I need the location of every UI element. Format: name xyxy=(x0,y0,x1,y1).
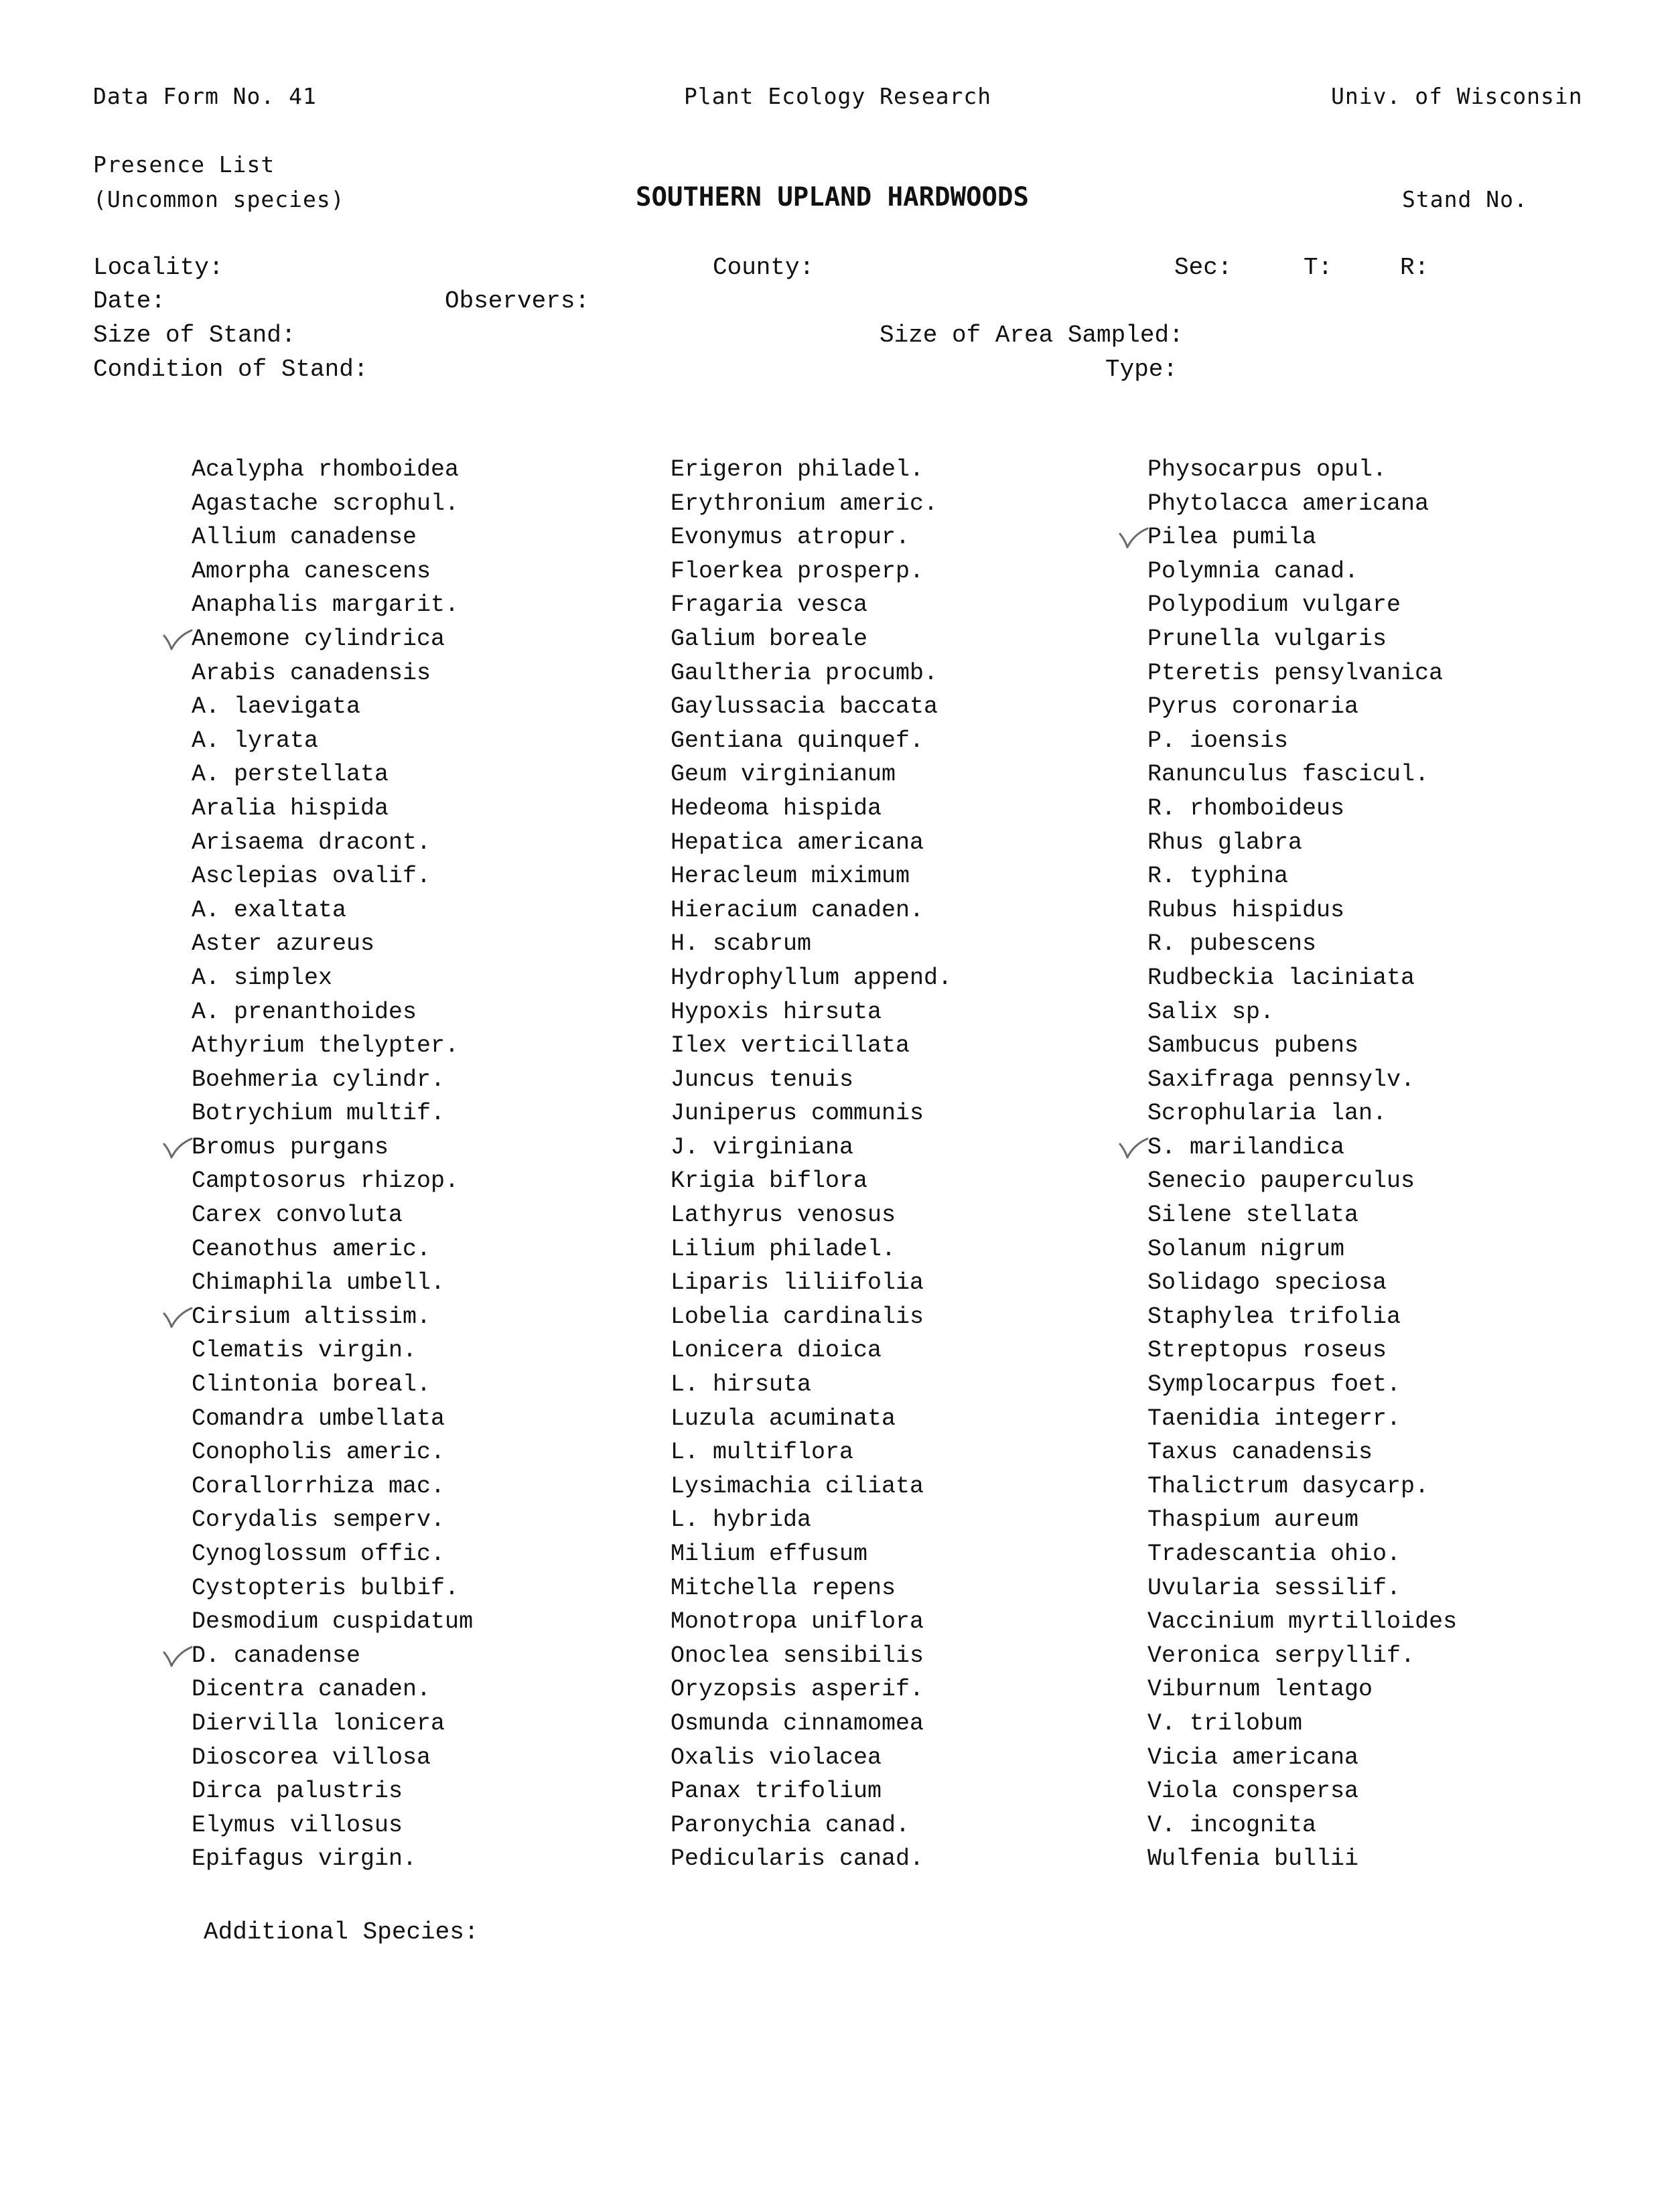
species-item xyxy=(1147,1605,1457,1639)
species-item xyxy=(192,826,473,860)
species-name: A. prenanthoides xyxy=(192,998,417,1026)
species-item xyxy=(1147,1470,1457,1504)
species-item xyxy=(671,1131,952,1165)
species-name: Tradescantia ohio. xyxy=(1147,1541,1401,1567)
species-item xyxy=(671,555,952,589)
species-name: Evonymus atropur. xyxy=(671,524,910,551)
species-name: Thaspium aureum xyxy=(1147,1506,1359,1534)
species-name: S. marilandica xyxy=(1147,1133,1345,1161)
species-item xyxy=(671,1537,952,1571)
species-name: Geum virginianum xyxy=(671,761,896,788)
species-item xyxy=(192,1131,473,1165)
species-column-2 xyxy=(671,453,952,1876)
size-of-stand-label: Size of Stand: xyxy=(93,322,296,349)
species-item xyxy=(1147,487,1457,521)
additional-species-label: Additional Species: xyxy=(204,1918,479,1946)
species-name: Arabis canadensis xyxy=(192,659,431,687)
species-name: Boehmeria cylindr. xyxy=(192,1066,445,1093)
species-item xyxy=(192,1503,473,1537)
species-name: Polypodium vulgare xyxy=(1147,591,1401,619)
species-name: Corydalis semperv. xyxy=(192,1506,445,1534)
species-name: R. rhomboideus xyxy=(1147,794,1345,822)
species-item xyxy=(671,826,952,860)
species-item xyxy=(671,995,952,1030)
species-item xyxy=(1147,859,1457,894)
species-item xyxy=(192,1232,473,1267)
species-item xyxy=(192,961,473,995)
species-name: Hieracium canaden. xyxy=(671,896,924,924)
species-name: Vaccinium myrtilloides xyxy=(1147,1608,1458,1636)
species-item xyxy=(192,1402,473,1436)
species-item xyxy=(1147,1707,1457,1741)
species-item xyxy=(192,758,473,792)
species-name: Agastache scrophul. xyxy=(192,490,460,517)
observers-label: Observers: xyxy=(445,287,590,315)
species-name: A. perstellata xyxy=(192,761,389,788)
species-name: Bromus purgans xyxy=(192,1133,389,1161)
species-item xyxy=(192,656,473,691)
species-name: Scrophularia lan. xyxy=(1147,1100,1387,1127)
species-name: J. virginiana xyxy=(671,1133,854,1161)
species-name: Desmodium cuspidatum xyxy=(192,1608,474,1636)
species-name: Juniperus communis xyxy=(671,1100,924,1127)
species-item xyxy=(671,1368,952,1402)
species-name: Rhus glabra xyxy=(1147,829,1303,856)
species-name: Pyrus coronaria xyxy=(1147,693,1359,721)
species-item xyxy=(671,622,952,656)
species-item xyxy=(192,1198,473,1232)
species-name: Aralia hispida xyxy=(192,794,389,822)
species-name: Pilea pumila xyxy=(1147,524,1317,551)
species-name: Viburnum lentago xyxy=(1147,1676,1373,1703)
species-name: Symplocarpus foet. xyxy=(1147,1371,1401,1399)
species-item xyxy=(671,1266,952,1300)
species-name: Ceanothus americ. xyxy=(192,1235,431,1263)
institution-name: Univ. of Wisconsin xyxy=(1331,83,1583,109)
species-name: P. ioensis xyxy=(1147,727,1289,754)
species-item xyxy=(671,588,952,622)
species-item xyxy=(192,859,473,894)
species-item xyxy=(192,1639,473,1673)
species-item xyxy=(671,724,952,758)
species-item xyxy=(1147,1266,1457,1300)
species-name: Polymnia canad. xyxy=(1147,557,1359,585)
species-item xyxy=(671,1402,952,1436)
species-item xyxy=(192,520,473,555)
township-label: T: xyxy=(1304,254,1333,281)
species-item xyxy=(192,1774,473,1809)
species-item xyxy=(1147,1402,1457,1436)
species-item xyxy=(671,1029,952,1063)
species-name: Thalictrum dasycarp. xyxy=(1147,1472,1429,1500)
check-mark-icon xyxy=(162,1304,193,1331)
species-name: Viola conspersa xyxy=(1147,1778,1359,1805)
species-name: Cynoglossum offic. xyxy=(192,1541,445,1567)
species-item xyxy=(671,1300,952,1334)
species-item xyxy=(1147,792,1457,826)
species-item xyxy=(192,894,473,928)
species-name: Panax trifolium xyxy=(671,1778,882,1805)
species-name: R. typhina xyxy=(1147,863,1289,890)
species-item xyxy=(1147,1741,1457,1775)
species-item xyxy=(192,1097,473,1131)
species-item xyxy=(671,792,952,826)
species-name: Corallorrhiza mac. xyxy=(192,1472,445,1500)
species-item xyxy=(192,588,473,622)
species-item xyxy=(1147,1164,1457,1198)
species-name: Fragaria vesca xyxy=(671,591,868,619)
date-label: Date: xyxy=(93,287,166,315)
condition-of-stand-label: Condition of Stand: xyxy=(93,356,368,383)
species-name: Taenidia integerr. xyxy=(1147,1405,1401,1432)
species-name: Solidago speciosa xyxy=(1147,1269,1387,1297)
species-name: Ranunculus fascicul. xyxy=(1147,761,1429,788)
species-item xyxy=(192,1741,473,1775)
species-item xyxy=(671,859,952,894)
species-item xyxy=(192,622,473,656)
species-item xyxy=(1147,453,1457,487)
species-item xyxy=(671,1503,952,1537)
species-item xyxy=(192,1673,473,1707)
species-item xyxy=(1147,1029,1457,1063)
species-item xyxy=(1147,656,1457,691)
species-item xyxy=(192,1809,473,1843)
species-name: Asclepias ovalif. xyxy=(192,863,431,890)
species-name: Arisaema dracont. xyxy=(192,829,431,856)
species-name: A. simplex xyxy=(192,964,333,991)
program-name: Plant Ecology Research xyxy=(684,83,992,109)
species-name: Diervilla lonicera xyxy=(192,1709,445,1737)
species-name: Allium canadense xyxy=(192,524,417,551)
check-mark-icon xyxy=(162,1135,193,1161)
species-name: Amorpha canescens xyxy=(192,557,431,585)
species-item xyxy=(671,1435,952,1470)
species-name: A. laevigata xyxy=(192,693,361,721)
species-item xyxy=(192,927,473,961)
species-name: Milium effusum xyxy=(671,1541,868,1567)
species-item xyxy=(671,1198,952,1232)
species-name: Galium boreale xyxy=(671,625,868,652)
species-column-1 xyxy=(192,453,473,1876)
species-item xyxy=(671,1673,952,1707)
species-item xyxy=(671,758,952,792)
species-item xyxy=(192,1605,473,1639)
species-item xyxy=(1147,961,1457,995)
species-name: D. canadense xyxy=(192,1642,361,1669)
species-item xyxy=(192,1063,473,1097)
species-item xyxy=(192,1470,473,1504)
species-name: Lobelia cardinalis xyxy=(671,1303,924,1330)
species-item xyxy=(192,792,473,826)
check-mark-icon xyxy=(1118,1135,1149,1161)
species-name: Pedicularis canad. xyxy=(671,1845,924,1873)
check-mark-icon xyxy=(162,1643,193,1670)
species-name: V. incognita xyxy=(1147,1811,1317,1839)
species-item xyxy=(1147,1131,1457,1165)
species-item xyxy=(1147,1774,1457,1809)
species-item xyxy=(192,1029,473,1063)
species-item xyxy=(192,555,473,589)
species-name: Gaultheria procumb. xyxy=(671,659,938,687)
species-item xyxy=(671,1334,952,1368)
list-type-line1: Presence List xyxy=(93,151,275,178)
species-item xyxy=(1147,1435,1457,1470)
species-item xyxy=(671,1639,952,1673)
locality-label: Locality: xyxy=(93,254,224,281)
species-name: Oxalis violacea xyxy=(671,1744,882,1771)
county-label: County: xyxy=(713,254,815,281)
species-name: Cystopteris bulbif. xyxy=(192,1574,460,1602)
species-name: Krigia biflora xyxy=(671,1168,868,1195)
species-item xyxy=(1147,1809,1457,1843)
species-item xyxy=(192,1334,473,1368)
species-name: Silene stellata xyxy=(1147,1202,1359,1229)
species-name: Uvularia sessilif. xyxy=(1147,1574,1401,1602)
species-name: Senecio pauperculus xyxy=(1147,1168,1415,1195)
species-name: Dirca palustris xyxy=(192,1778,403,1805)
species-item xyxy=(1147,927,1457,961)
list-type-line2: (Uncommon species) xyxy=(93,186,345,212)
species-name: L. multiflora xyxy=(671,1439,854,1466)
species-item xyxy=(1147,690,1457,724)
species-item xyxy=(1147,555,1457,589)
species-item xyxy=(1147,995,1457,1030)
species-item xyxy=(1147,1571,1457,1606)
species-name: Anemone cylindrica xyxy=(192,625,445,652)
species-name: A. exaltata xyxy=(192,896,347,924)
type-label: Type: xyxy=(1105,356,1178,383)
species-item xyxy=(1147,826,1457,860)
species-item xyxy=(192,487,473,521)
species-item xyxy=(671,1097,952,1131)
species-name: Phytolacca americana xyxy=(1147,490,1429,517)
species-name: Elymus villosus xyxy=(192,1811,403,1839)
species-name: Solanum nigrum xyxy=(1147,1235,1345,1263)
species-name: Heracleum miximum xyxy=(671,863,910,890)
stand-number-label: Stand No. xyxy=(1402,186,1528,212)
species-name: Lonicera dioica xyxy=(671,1337,882,1364)
species-name: Rubus hispidus xyxy=(1147,896,1345,924)
species-item xyxy=(192,453,473,487)
species-name: Mitchella repens xyxy=(671,1574,896,1602)
species-name: Gentiana quinquef. xyxy=(671,727,924,754)
species-name: Lilium philadel. xyxy=(671,1235,896,1263)
check-mark-icon xyxy=(1118,524,1149,551)
species-name: Juncus tenuis xyxy=(671,1066,854,1093)
species-item xyxy=(192,1842,473,1876)
species-item xyxy=(192,1435,473,1470)
species-item xyxy=(1147,588,1457,622)
species-name: Salix sp. xyxy=(1147,998,1275,1026)
species-item xyxy=(671,1571,952,1606)
species-item xyxy=(671,487,952,521)
species-name: Carex convoluta xyxy=(192,1202,403,1229)
species-item xyxy=(1147,1300,1457,1334)
species-item xyxy=(192,1266,473,1300)
form-number: Data Form No. 41 xyxy=(93,83,317,109)
species-name: Streptopus roseus xyxy=(1147,1337,1387,1364)
species-name: Comandra umbellata xyxy=(192,1405,445,1432)
species-name: Conopholis americ. xyxy=(192,1439,445,1466)
species-item xyxy=(671,1741,952,1775)
species-name: Epifagus virgin. xyxy=(192,1845,417,1873)
species-name: Clematis virgin. xyxy=(192,1337,417,1364)
species-name: R. pubescens xyxy=(1147,930,1317,958)
species-item xyxy=(192,724,473,758)
species-item xyxy=(671,1164,952,1198)
species-item xyxy=(671,520,952,555)
species-name: Veronica serpyllif. xyxy=(1147,1642,1415,1669)
species-name: Hepatica americana xyxy=(671,829,924,856)
species-item xyxy=(1147,894,1457,928)
species-item xyxy=(192,1164,473,1198)
species-name: Acalypha rhomboidea xyxy=(192,456,460,483)
species-name: Liparis liliifolia xyxy=(671,1269,924,1297)
species-item xyxy=(671,1809,952,1843)
species-name: Prunella vulgaris xyxy=(1147,625,1387,652)
species-item xyxy=(1147,1063,1457,1097)
species-name: Cirsium altissim. xyxy=(192,1303,431,1330)
species-item xyxy=(671,961,952,995)
species-item xyxy=(192,1300,473,1334)
species-item xyxy=(671,690,952,724)
species-item xyxy=(671,1063,952,1097)
species-name: Lysimachia ciliata xyxy=(671,1472,924,1500)
species-name: Physocarpus opul. xyxy=(1147,456,1387,483)
species-name: Chimaphila umbell. xyxy=(192,1269,445,1297)
species-item xyxy=(192,690,473,724)
species-name: Paronychia canad. xyxy=(671,1811,910,1839)
species-name: Erigeron philadel. xyxy=(671,456,924,483)
species-name: Onoclea sensibilis xyxy=(671,1642,924,1669)
species-item xyxy=(1147,622,1457,656)
species-name: Lathyrus venosus xyxy=(671,1202,896,1229)
species-item xyxy=(671,453,952,487)
species-name: Athyrium thelypter. xyxy=(192,1032,460,1060)
species-name: Luzula acuminata xyxy=(671,1405,896,1432)
species-item xyxy=(671,656,952,691)
species-name: Sambucus pubens xyxy=(1147,1032,1359,1060)
species-item xyxy=(192,1571,473,1606)
species-name: L. hirsuta xyxy=(671,1371,812,1399)
species-item xyxy=(1147,1842,1457,1876)
species-name: Oryzopsis asperif. xyxy=(671,1676,924,1703)
species-item xyxy=(192,995,473,1030)
species-item xyxy=(671,1774,952,1809)
species-item xyxy=(1147,1334,1457,1368)
species-name: Camptosorus rhizop. xyxy=(192,1168,460,1195)
species-item xyxy=(1147,1503,1457,1537)
species-name: H. scabrum xyxy=(671,930,812,958)
sec-label: Sec: xyxy=(1174,254,1233,281)
species-name: Erythronium americ. xyxy=(671,490,938,517)
species-name: Taxus canadensis xyxy=(1147,1439,1373,1466)
range-label: R: xyxy=(1400,254,1429,281)
species-item xyxy=(671,894,952,928)
species-name: Anaphalis margarit. xyxy=(192,591,460,619)
species-name: Ilex verticillata xyxy=(671,1032,910,1060)
species-name: Vicia americana xyxy=(1147,1744,1359,1771)
species-name: V. trilobum xyxy=(1147,1709,1303,1737)
species-name: Osmunda cinnamomea xyxy=(671,1709,924,1737)
species-name: A. lyrata xyxy=(192,727,319,754)
size-of-area-sampled-label: Size of Area Sampled: xyxy=(880,322,1184,349)
species-name: Clintonia boreal. xyxy=(192,1371,431,1399)
species-name: Saxifraga pennsylv. xyxy=(1147,1066,1415,1093)
species-name: Monotropa uniflora xyxy=(671,1608,924,1636)
check-mark-icon xyxy=(162,626,193,653)
species-item xyxy=(671,1707,952,1741)
species-name: Pteretis pensylvanica xyxy=(1147,659,1444,687)
species-item xyxy=(1147,758,1457,792)
species-item xyxy=(1147,1673,1457,1707)
species-item xyxy=(192,1707,473,1741)
species-item xyxy=(1147,1537,1457,1571)
species-item xyxy=(1147,1198,1457,1232)
species-name: Botrychium multif. xyxy=(192,1100,445,1127)
species-item xyxy=(1147,1368,1457,1402)
species-name: Floerkea prosperp. xyxy=(671,557,924,585)
species-item xyxy=(1147,1232,1457,1267)
species-item xyxy=(671,927,952,961)
species-name: Aster azureus xyxy=(192,930,375,958)
species-name: Staphylea trifolia xyxy=(1147,1303,1401,1330)
species-name: Dioscorea villosa xyxy=(192,1744,431,1771)
species-item xyxy=(1147,1097,1457,1131)
species-item xyxy=(1147,520,1457,555)
species-column-3 xyxy=(1147,453,1457,1876)
species-item xyxy=(1147,1639,1457,1673)
species-name: Rudbeckia laciniata xyxy=(1147,964,1415,991)
species-name: Hedeoma hispida xyxy=(671,794,882,822)
species-item xyxy=(671,1470,952,1504)
species-item xyxy=(192,1537,473,1571)
species-item xyxy=(671,1232,952,1267)
species-name: Hydrophyllum append. xyxy=(671,964,953,991)
species-item xyxy=(671,1605,952,1639)
species-name: Wulfenia bullii xyxy=(1147,1845,1359,1873)
species-item xyxy=(671,1842,952,1876)
species-item xyxy=(192,1368,473,1402)
species-name: Hypoxis hirsuta xyxy=(671,998,882,1026)
species-item xyxy=(1147,724,1457,758)
species-name: Gaylussacia baccata xyxy=(671,693,938,721)
page-title: SOUTHERN UPLAND HARDWOODS xyxy=(636,182,1029,212)
species-name: L. hybrida xyxy=(671,1506,812,1534)
species-name: Dicentra canaden. xyxy=(192,1676,431,1703)
